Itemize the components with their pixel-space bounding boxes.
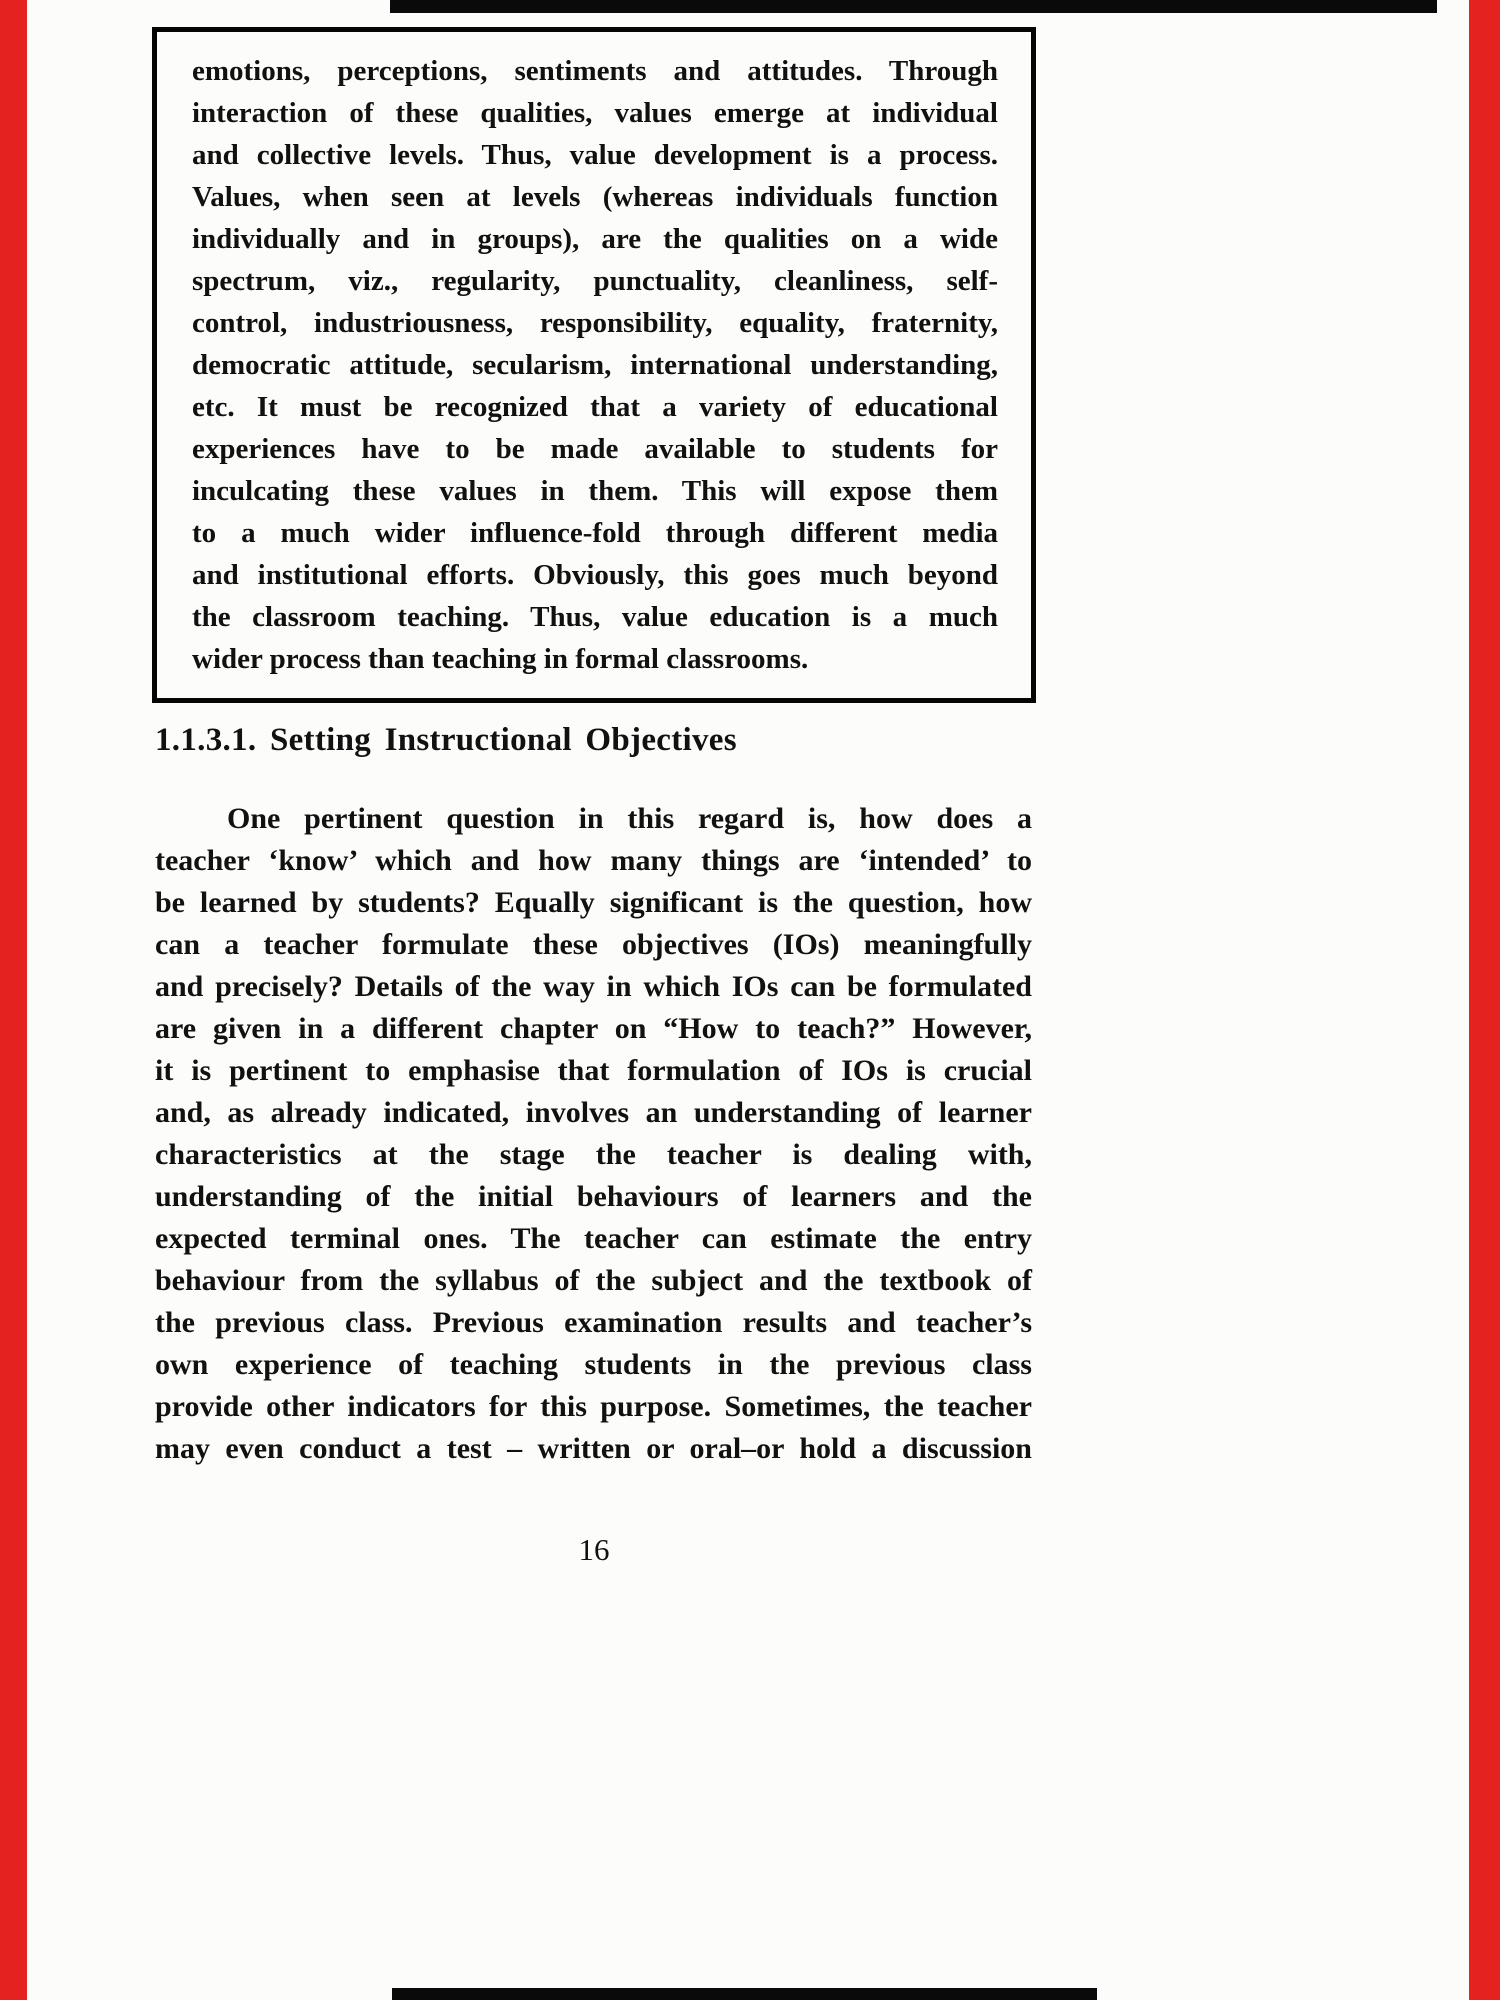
left-edge-red-strip	[0, 0, 27, 2000]
text-line: democratic attitude, secularism, international understanding,	[192, 349, 998, 381]
boxed-value-education-paragraph	[152, 27, 1036, 703]
text-line: understanding of the initial behaviours of learners and the	[155, 1180, 1032, 1213]
text-line: Values, when seen at levels (whereas individuals function	[192, 181, 998, 213]
text-line: own experience of teaching students in the previous class	[155, 1348, 1032, 1381]
page-number: 16	[578, 1532, 610, 1567]
right-edge-red-strip	[1469, 0, 1500, 2000]
section-heading: 1.1.3.1. Setting Instructional Objectives	[155, 722, 737, 758]
text-line: emotions, perceptions, sentiments and attitudes. Through	[192, 55, 998, 87]
text-line: spectrum, viz., regularity, punctuality, cleanliness, self-	[192, 265, 998, 297]
text-line: etc. It must be recognized that a variety of educational	[192, 391, 998, 423]
text-line: it is pertinent to emphasise that formulation of IOs is crucial	[155, 1054, 1032, 1087]
text-line: are given in a different chapter on “How to teach?” However,	[155, 1012, 1032, 1045]
text-line: and collective levels. Thus, value development is a process.	[192, 139, 998, 171]
text-line: may even conduct a test – written or oral–or hold a discussion	[155, 1432, 1032, 1465]
text-line: experiences have to be made available to students for	[192, 433, 998, 465]
text-line: inculcating these values in them. This will expose them	[192, 475, 998, 507]
text-line: and institutional efforts. Obviously, this goes much beyond	[192, 559, 998, 591]
text-line: control, industriousness, responsibility, equality, fraternity,	[192, 307, 998, 339]
text-line: individually and in groups), are the qualities on a wide	[192, 223, 998, 255]
text-line: characteristics at the stage the teacher is dealing with,	[155, 1138, 1032, 1171]
text-line: be learned by students? Equally significant is the question, how	[155, 886, 1032, 919]
text-line: behaviour from the syllabus of the subject and the textbook of	[155, 1264, 1032, 1297]
text-line: teacher ‘know’ which and how many things are ‘intended’ to	[155, 844, 1032, 877]
text-line: interaction of these qualities, values emerge at individual	[192, 97, 998, 129]
bottom-scan-bar	[392, 1988, 1097, 2000]
text-line: can a teacher formulate these objectives (IOs) meaningfully	[155, 928, 1032, 961]
text-line: One pertinent question in this regard is, how does a	[227, 802, 1032, 835]
text-line: the previous class. Previous examination results and teacher’s	[155, 1306, 1032, 1339]
text-line: wider process than teaching in formal classrooms.	[192, 643, 809, 675]
top-scan-bar	[390, 0, 1437, 13]
text-line: the classroom teaching. Thus, value education is a much	[192, 601, 998, 633]
text-line: provide other indicators for this purpose. Sometimes, the teacher	[155, 1390, 1032, 1423]
text-line: and, as already indicated, involves an understanding of learner	[155, 1096, 1032, 1129]
text-line: and precisely? Details of the way in which IOs can be formulated	[155, 970, 1032, 1003]
body-paragraph	[155, 798, 1032, 1470]
text-line: to a much wider influence-fold through different media	[192, 517, 998, 549]
text-line: expected terminal ones. The teacher can estimate the entry	[155, 1222, 1032, 1255]
